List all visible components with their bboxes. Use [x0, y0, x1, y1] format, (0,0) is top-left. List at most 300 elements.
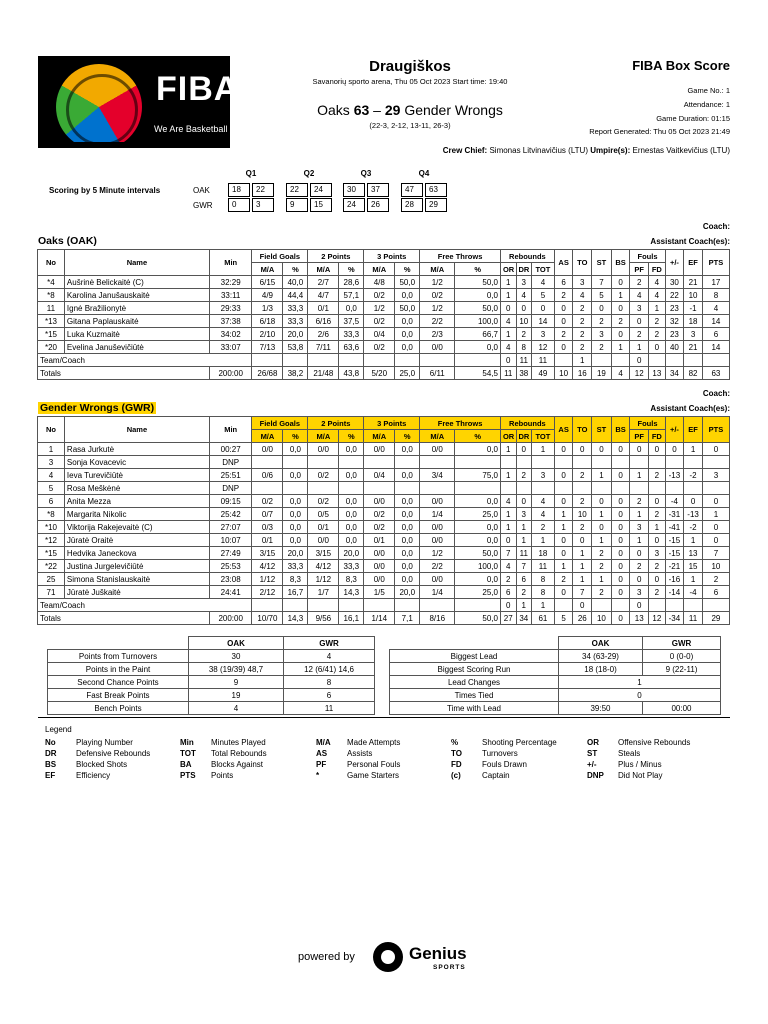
- stat-cell: 0,0: [395, 315, 420, 328]
- column-header: 3 Points: [364, 417, 420, 430]
- total-cell: 29: [702, 612, 729, 625]
- stat-cell: 0/2: [252, 495, 283, 508]
- stat-cell: 0,0: [283, 443, 308, 456]
- stat-cell: 100,0: [455, 560, 501, 573]
- totals-label: Totals: [38, 367, 210, 380]
- column-header: TO: [573, 250, 592, 276]
- stat-cell: -13: [665, 469, 684, 482]
- summary-cell: 4: [284, 650, 375, 663]
- column-subheader: TOT: [532, 263, 555, 276]
- stat-cell: *10: [38, 521, 65, 534]
- stat-cell: 2: [573, 302, 592, 315]
- stat-cell: -16: [665, 573, 684, 586]
- legend-desc: Total Rebounds: [211, 749, 267, 758]
- interval-score: 63: [425, 183, 447, 197]
- summary-header: GWR: [284, 637, 375, 650]
- legend-desc: Did Not Play: [618, 771, 663, 780]
- stat-cell: -1: [684, 302, 703, 315]
- column-header: Min: [209, 417, 251, 443]
- stat-cell: 8: [532, 573, 555, 586]
- total-cell: 12: [630, 367, 649, 380]
- stat-cell: [516, 482, 532, 495]
- stat-cell: 10: [702, 560, 729, 573]
- stat-cell: 0: [554, 315, 573, 328]
- stat-cell: [630, 482, 649, 495]
- stat-cell: 27:07: [209, 521, 251, 534]
- document-title: FIBA Box Score: [632, 58, 730, 73]
- stat-cell: [554, 482, 573, 495]
- stat-cell: [592, 599, 612, 612]
- stat-cell: 2/10: [252, 328, 283, 341]
- stat-cell: 0: [592, 302, 612, 315]
- stat-cell: 2/12: [252, 586, 283, 599]
- stat-cell: [516, 456, 532, 469]
- stat-cell: 4: [630, 289, 649, 302]
- column-header: Free Throws: [420, 417, 501, 430]
- stat-cell: 1: [630, 469, 649, 482]
- interval-score: 0: [228, 198, 250, 212]
- legend-abbr: ST: [587, 749, 598, 758]
- legend-desc: Turnovers: [482, 749, 518, 758]
- stat-cell: 3: [573, 276, 592, 289]
- stat-cell: 2: [649, 508, 666, 521]
- stat-cell: [252, 354, 283, 367]
- umpires: Ernestas Vaitkevičius (LTU): [632, 146, 730, 155]
- stat-cell: [684, 354, 703, 367]
- interval-score: 24: [310, 183, 332, 197]
- stat-cell: 1: [500, 328, 516, 341]
- stat-cell: 21: [684, 276, 703, 289]
- stat-cell: [455, 482, 501, 495]
- total-cell: 7,1: [395, 612, 420, 625]
- stat-cell: 0: [573, 534, 592, 547]
- interval-score: 22: [252, 183, 274, 197]
- summary-row: [390, 676, 721, 689]
- quarter-scores: (22-3, 2-12, 13-11, 26-3): [369, 121, 451, 130]
- stat-cell: 0/2: [364, 508, 395, 521]
- stat-cell: 0: [532, 302, 555, 315]
- home-team-name: Oaks: [317, 102, 350, 118]
- legend-desc: Offensive Rebounds: [618, 738, 691, 747]
- stat-cell: Anita Mezza: [64, 495, 209, 508]
- legend-abbr: TOT: [180, 749, 196, 758]
- stat-cell: 3: [684, 328, 703, 341]
- stat-cell: [702, 482, 729, 495]
- stat-cell: 33,3: [339, 560, 364, 573]
- stat-cell: 75,0: [455, 469, 501, 482]
- stat-cell: 0,0: [395, 560, 420, 573]
- team-title: Gender Wrongs (GWR): [40, 402, 155, 414]
- total-cell: 8/16: [420, 612, 455, 625]
- stat-cell: 2: [516, 469, 532, 482]
- stat-cell: 4: [532, 276, 555, 289]
- stat-cell: 2: [592, 341, 612, 354]
- score-line: [280, 102, 540, 118]
- stat-cell: 3/15: [252, 547, 283, 560]
- stat-cell: 66,7: [455, 328, 501, 341]
- stat-cell: 18: [532, 547, 555, 560]
- stat-cell: 10: [573, 508, 592, 521]
- stat-cell: 6/15: [252, 276, 283, 289]
- interval-score: 15: [310, 198, 332, 212]
- stat-cell: 0: [554, 495, 573, 508]
- stat-cell: Luka Kuzmaitė: [64, 328, 209, 341]
- stat-cell: 0: [573, 599, 592, 612]
- column-subheader: OR: [500, 430, 516, 443]
- stat-cell: 1: [532, 443, 555, 456]
- stat-cell: 23: [665, 328, 684, 341]
- stat-cell: [252, 482, 283, 495]
- stat-cell: [455, 354, 501, 367]
- stat-cell: 6/18: [252, 315, 283, 328]
- stat-cell: 0,0: [395, 469, 420, 482]
- column-subheader: M/A: [308, 263, 339, 276]
- summary-cell: Lead Changes: [390, 676, 559, 689]
- stat-cell: 7: [573, 586, 592, 599]
- stat-cell: 20,0: [283, 328, 308, 341]
- stat-cell: 0,0: [455, 521, 501, 534]
- game-stats-summary: [389, 636, 721, 715]
- legend-abbr: %: [451, 738, 459, 747]
- stat-cell: 1/4: [420, 508, 455, 521]
- stat-cell: -4: [665, 495, 684, 508]
- stat-cell: 2: [649, 560, 666, 573]
- column-header: TO: [573, 417, 592, 443]
- stat-cell: Jūratė Juškaitė: [64, 586, 209, 599]
- stat-cell: 27:49: [209, 547, 251, 560]
- total-cell: 11: [500, 367, 516, 380]
- genius-logo-icon: [373, 942, 403, 972]
- legend-desc: Fouls Drawn: [482, 760, 527, 769]
- stat-cell: 8: [516, 341, 532, 354]
- stat-cell: 1: [500, 289, 516, 302]
- player-row: [38, 289, 730, 302]
- legend-abbr: PF: [316, 760, 327, 769]
- stat-cell: 4: [500, 560, 516, 573]
- stat-cell: -2: [684, 469, 703, 482]
- stat-cell: DNP: [209, 456, 251, 469]
- stat-cell: 3: [532, 328, 555, 341]
- stat-cell: 1: [684, 443, 703, 456]
- stat-cell: 0/0: [364, 573, 395, 586]
- legend-abbr: *: [316, 771, 320, 780]
- stat-cell: 0: [684, 495, 703, 508]
- stat-cell: 0/0: [420, 521, 455, 534]
- stat-cell: [420, 456, 455, 469]
- interval-score: 28: [401, 198, 423, 212]
- box-score-table-gwr: [37, 416, 730, 625]
- column-subheader: M/A: [420, 430, 455, 443]
- stat-cell: 1: [500, 508, 516, 521]
- legend-desc: Points: [211, 771, 234, 780]
- legend-abbr: TO: [451, 749, 462, 758]
- assistant-coach-label: Assistant Coach(es):: [650, 404, 730, 413]
- stat-cell: -15: [665, 534, 684, 547]
- stat-cell: 1: [630, 341, 649, 354]
- summary-cell: 9 (22-11): [643, 663, 721, 676]
- legend-abbr: DR: [45, 749, 57, 758]
- stat-cell: 0: [630, 599, 649, 612]
- column-header: Name: [64, 250, 209, 276]
- stat-cell: 4: [500, 495, 516, 508]
- column-header: Fouls: [630, 250, 665, 263]
- stat-cell: 0,0: [339, 508, 364, 521]
- total-cell: 16: [573, 367, 592, 380]
- total-cell: 11: [684, 612, 703, 625]
- stat-cell: 17: [702, 276, 729, 289]
- summary-cell: Bench Points: [48, 702, 189, 715]
- column-subheader: %: [455, 263, 501, 276]
- column-subheader: %: [455, 430, 501, 443]
- stat-cell: 0/1: [308, 521, 339, 534]
- stat-cell: 0,0: [395, 289, 420, 302]
- stat-cell: 09:15: [209, 495, 251, 508]
- stat-cell: 0,0: [455, 443, 501, 456]
- stat-cell: [455, 456, 501, 469]
- stat-cell: 2: [630, 276, 649, 289]
- stat-cell: [649, 456, 666, 469]
- summary-row: [48, 650, 375, 663]
- stat-cell: 0/2: [364, 521, 395, 534]
- total-cell: 16,1: [339, 612, 364, 625]
- stat-cell: Viktorija Rakejevaitė (C): [64, 521, 209, 534]
- stat-cell: [702, 354, 729, 367]
- stat-cell: 3: [592, 328, 612, 341]
- column-subheader: %: [395, 430, 420, 443]
- stat-cell: [283, 482, 308, 495]
- player-row: [38, 315, 730, 328]
- interval-score: 37: [367, 183, 389, 197]
- stat-cell: Simona Stanislauskaitė: [64, 573, 209, 586]
- stat-cell: 7/11: [308, 341, 339, 354]
- interval-score: 26: [367, 198, 389, 212]
- legend-desc: Efficiency: [76, 771, 111, 780]
- player-row: [38, 586, 730, 599]
- summary-cell: 18 (18-0): [559, 663, 643, 676]
- stat-cell: 0/7: [252, 508, 283, 521]
- stat-cell: 7: [516, 560, 532, 573]
- brand-subtitle: SPORTS: [433, 964, 466, 971]
- stat-cell: [592, 482, 612, 495]
- total-cell: 26/68: [252, 367, 283, 380]
- stat-cell: [364, 456, 395, 469]
- stat-cell: 20,0: [283, 547, 308, 560]
- stat-cell: 1: [573, 560, 592, 573]
- stat-cell: 1/12: [308, 573, 339, 586]
- stat-cell: 0: [516, 495, 532, 508]
- totals-row: [38, 367, 730, 380]
- column-subheader: %: [283, 430, 308, 443]
- summary-cell: Fast Break Points: [48, 689, 189, 702]
- stat-cell: 2/2: [420, 560, 455, 573]
- stat-cell: 4: [573, 289, 592, 302]
- stat-cell: 22: [665, 289, 684, 302]
- column-header: BS: [611, 250, 630, 276]
- player-row: [38, 276, 730, 289]
- crew-chief-label: Crew Chief:: [442, 146, 488, 155]
- coach-label: Coach:: [702, 389, 730, 398]
- stat-cell: 25:53: [209, 560, 251, 573]
- stat-cell: 3: [516, 276, 532, 289]
- summary-cell: 8: [284, 676, 375, 689]
- stat-cell: *13: [38, 315, 65, 328]
- summary-cell: 34 (63-29): [559, 650, 643, 663]
- stat-cell: 0/2: [308, 495, 339, 508]
- stat-cell: 7: [592, 276, 612, 289]
- stat-cell: 3: [38, 456, 65, 469]
- stat-cell: 0/2: [364, 315, 395, 328]
- interval-score: 3: [252, 198, 274, 212]
- stat-cell: 0,0: [395, 495, 420, 508]
- stat-cell: 1: [554, 560, 573, 573]
- legend-desc: Shooting Percentage: [482, 738, 557, 747]
- total-cell: 27: [500, 612, 516, 625]
- stat-cell: 0/0: [252, 443, 283, 456]
- basketball-globe-icon: [56, 64, 142, 150]
- stat-cell: [665, 456, 684, 469]
- stat-cell: 1/2: [364, 302, 395, 315]
- column-subheader: FD: [649, 263, 666, 276]
- column-subheader: M/A: [364, 263, 395, 276]
- stat-cell: 0,0: [339, 469, 364, 482]
- stat-cell: 4: [649, 289, 666, 302]
- stat-cell: 0: [702, 521, 729, 534]
- officials-line: [443, 146, 730, 155]
- stat-cell: 0,0: [395, 534, 420, 547]
- game-number: Game No.: 1: [687, 86, 730, 95]
- stat-cell: Hedvika Janeckova: [64, 547, 209, 560]
- stat-cell: 2/6: [308, 328, 339, 341]
- stat-cell: 33,3: [283, 302, 308, 315]
- stat-cell: 0: [702, 534, 729, 547]
- legend-desc: Personal Fouls: [347, 760, 401, 769]
- stat-cell: 0: [554, 341, 573, 354]
- legend-desc: Playing Number: [76, 738, 133, 747]
- stat-cell: [283, 354, 308, 367]
- stat-cell: 0,0: [283, 508, 308, 521]
- team-coach-row: [38, 354, 730, 367]
- column-header: ST: [592, 250, 612, 276]
- summary-cell: Times Tied: [390, 689, 559, 702]
- stat-cell: Margarita Nikolic: [64, 508, 209, 521]
- stat-cell: 0: [554, 469, 573, 482]
- total-cell: 61: [532, 612, 555, 625]
- stat-cell: 0,0: [395, 573, 420, 586]
- summary-header: OAK: [559, 637, 643, 650]
- stat-cell: 1: [592, 534, 612, 547]
- total-cell: 34: [516, 612, 532, 625]
- summary-row: [390, 663, 721, 676]
- stat-cell: 11: [516, 547, 532, 560]
- coach-label: Coach:: [702, 222, 730, 231]
- legend-desc: Minutes Played: [211, 738, 266, 747]
- stat-cell: 0: [630, 443, 649, 456]
- stat-cell: 33,3: [339, 328, 364, 341]
- column-header: ST: [592, 417, 612, 443]
- stat-cell: 0: [500, 599, 516, 612]
- total-cell: 14,3: [283, 612, 308, 625]
- stat-cell: 0: [554, 302, 573, 315]
- stat-cell: 0/0: [308, 443, 339, 456]
- stat-cell: 11: [532, 560, 555, 573]
- stat-cell: 1: [573, 547, 592, 560]
- stat-cell: 3: [516, 508, 532, 521]
- stat-cell: 0: [630, 315, 649, 328]
- stat-cell: 0,0: [339, 495, 364, 508]
- assistant-coach-label: Assistant Coach(es):: [650, 237, 730, 246]
- stat-cell: 1: [500, 443, 516, 456]
- stat-cell: 1: [554, 521, 573, 534]
- stat-cell: 0,0: [339, 443, 364, 456]
- stat-cell: [611, 599, 630, 612]
- legend-desc: Made Attempts: [347, 738, 401, 747]
- summary-cell: Points from Turnovers: [48, 650, 189, 663]
- stat-cell: [339, 482, 364, 495]
- stat-cell: [283, 599, 308, 612]
- stat-cell: 6: [516, 573, 532, 586]
- stat-cell: 1: [611, 341, 630, 354]
- total-cell: 10: [554, 367, 573, 380]
- stat-cell: [308, 354, 339, 367]
- total-cell: 38,2: [283, 367, 308, 380]
- legend-desc: Game Starters: [347, 771, 400, 780]
- summary-cell: 12 (6/41) 14,6: [284, 663, 375, 676]
- logo-tagline: We Are Basketball: [154, 124, 228, 134]
- stat-cell: 0,0: [455, 289, 501, 302]
- stat-cell: 2: [516, 586, 532, 599]
- total-cell: 34: [665, 367, 684, 380]
- stat-cell: 2: [649, 586, 666, 599]
- stat-cell: 4/12: [308, 560, 339, 573]
- stat-cell: Gitana Paplauskaitė: [64, 315, 209, 328]
- total-cell: -34: [665, 612, 684, 625]
- stat-cell: 2: [573, 469, 592, 482]
- stat-cell: 0: [649, 495, 666, 508]
- summary-cell: 9: [189, 676, 284, 689]
- stat-cell: 1: [38, 443, 65, 456]
- stat-cell: 1: [702, 508, 729, 521]
- away-team-name: Gender Wrongs: [404, 102, 503, 118]
- total-cell: 10/70: [252, 612, 283, 625]
- stat-cell: [420, 599, 455, 612]
- total-cell: 5: [554, 612, 573, 625]
- stat-cell: 0,0: [283, 521, 308, 534]
- stat-cell: 1: [554, 508, 573, 521]
- stat-cell: 37:38: [209, 315, 251, 328]
- stat-cell: 3/15: [308, 547, 339, 560]
- column-header: +/-: [665, 250, 684, 276]
- stat-cell: 4: [702, 302, 729, 315]
- column-header: Rebounds: [500, 250, 554, 263]
- stat-cell: 28,6: [339, 276, 364, 289]
- stat-cell: 5: [532, 289, 555, 302]
- stat-cell: 0/0: [420, 341, 455, 354]
- stat-cell: 3: [630, 586, 649, 599]
- legend-abbr: +/-: [587, 760, 597, 769]
- stat-cell: [611, 456, 630, 469]
- stat-cell: 0: [611, 469, 630, 482]
- stat-cell: 16,7: [283, 586, 308, 599]
- venue-line: Savanorių sporto arena, Thu 05 Oct 2023 Start time: 19:40: [312, 77, 508, 86]
- stat-cell: 0/0: [364, 443, 395, 456]
- stat-cell: 37,5: [339, 315, 364, 328]
- stat-cell: 100,0: [455, 315, 501, 328]
- stat-cell: 0: [611, 276, 630, 289]
- stat-cell: 24:41: [209, 586, 251, 599]
- stat-cell: 0/0: [420, 495, 455, 508]
- total-cell: 82: [684, 367, 703, 380]
- summary-row: [48, 702, 375, 715]
